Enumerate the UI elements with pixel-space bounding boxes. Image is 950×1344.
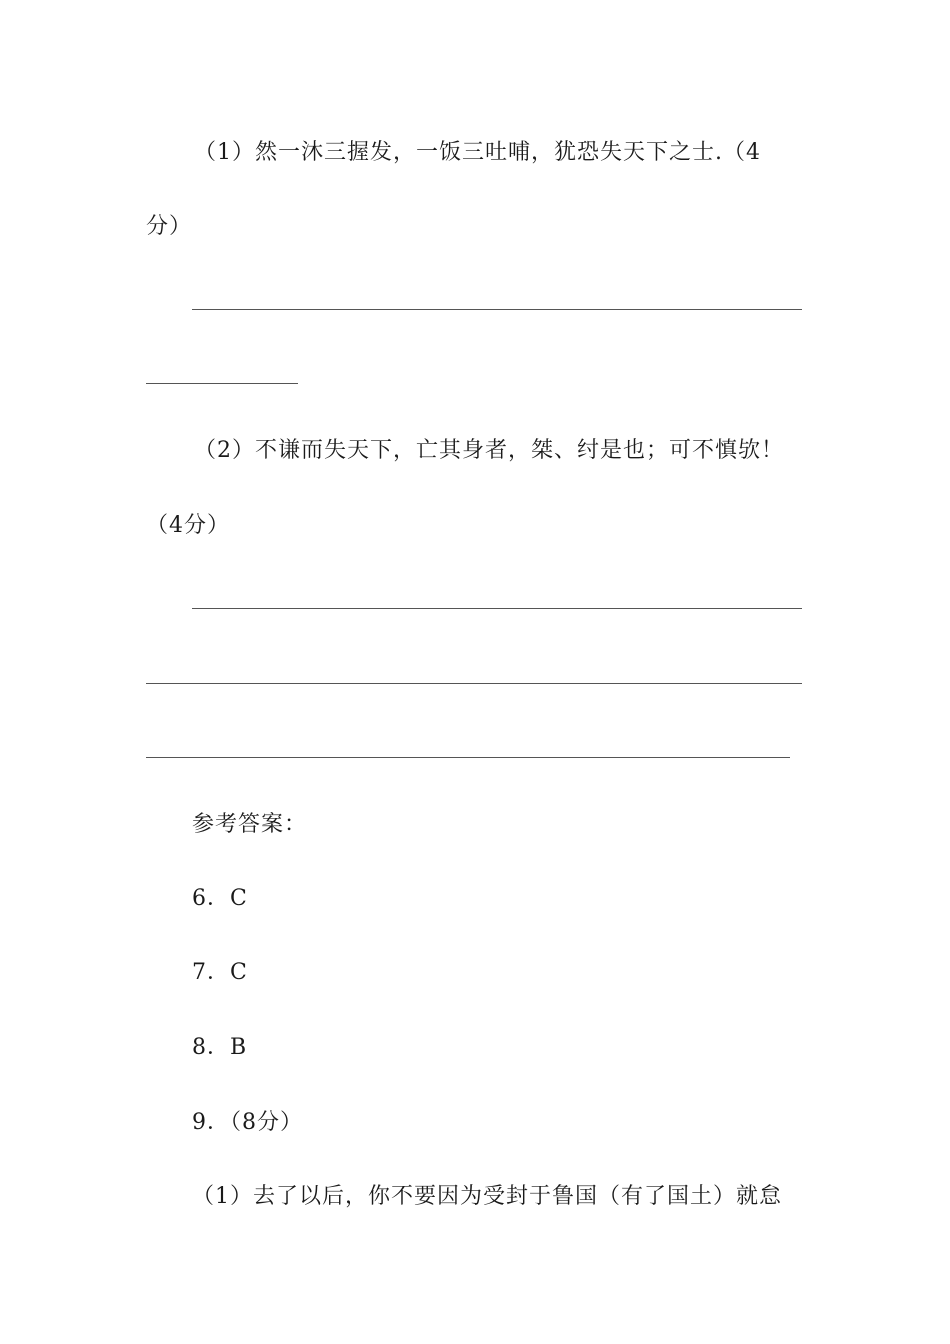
answer-item: 8．B xyxy=(192,1035,248,1060)
answer-item: 6．C xyxy=(192,886,248,911)
answer-explanation-line: （1）去了以后，你不要因为受封于鲁国（有了国土）就怠 xyxy=(192,1184,782,1209)
question-2-line-2: （4分） xyxy=(146,513,230,538)
answer-item: 9．（8分） xyxy=(192,1110,303,1135)
question-2-line-1: （2）不谦而失天下，亡其身者，桀、纣是也；可不慎欤！ xyxy=(194,438,784,463)
answers-heading: 参考答案： xyxy=(192,812,308,837)
answer-blank-line xyxy=(146,757,790,758)
question-1-line-2: 分） xyxy=(146,214,193,239)
answer-blank-line xyxy=(146,683,802,684)
answer-blank-line xyxy=(192,309,802,310)
answer-blank-line xyxy=(146,383,298,384)
answer-item: 7．C xyxy=(192,960,248,985)
answer-blank-line xyxy=(192,608,802,609)
question-1-line-1: （1）然一沐三握发，一饭三吐哺，犹恐失天下之士.（4 xyxy=(194,140,761,165)
